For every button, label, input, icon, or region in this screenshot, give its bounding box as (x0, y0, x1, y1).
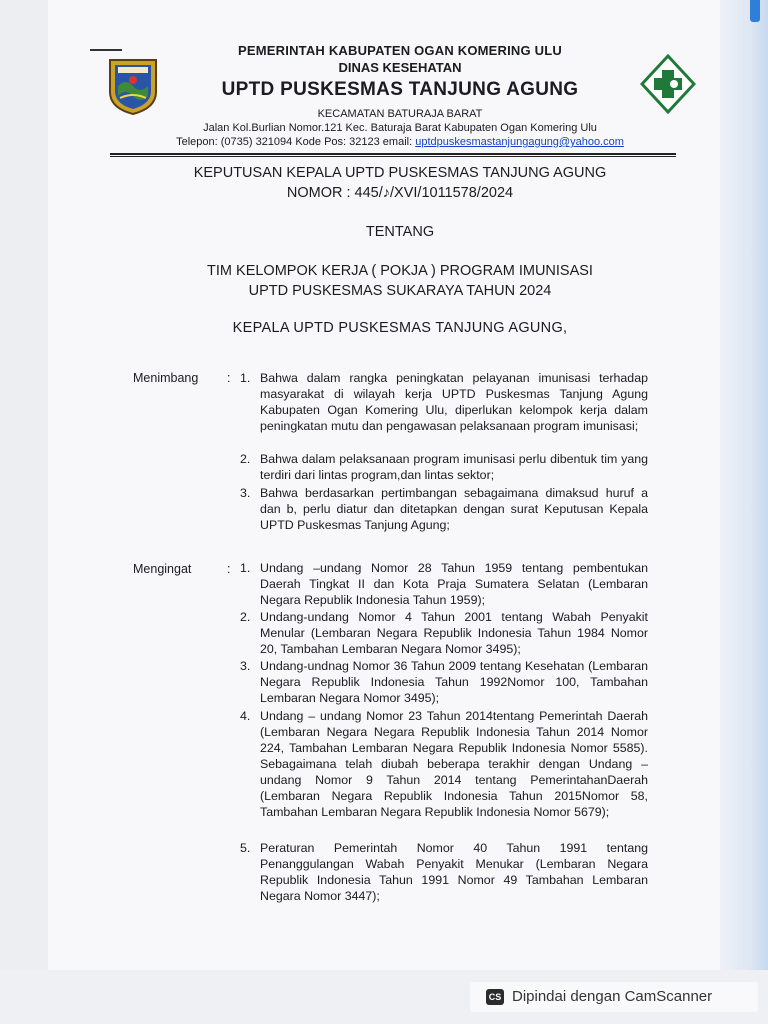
letterhead-contact (130, 136, 670, 148)
menimbang-label: Menimbang (133, 371, 199, 385)
item-number: 3. (240, 486, 251, 500)
mengingat-colon: : (227, 562, 231, 576)
item-text: Undang – undang Nomor 23 Tahun 2014tentang Pemerintah Daerah (Lembaran Negara Negara Republik Indonesia Tahun 2014 Nomor 224, Tambahan Lembaran Negara Republik Indonesia Nomor 5585). Sebagaimana telah diubah beberapa terakhir dengan Undang – undang Nomor 9 Tahun 2014 tentang PemerintahanDaerah (Lembaran Negara Republik Indonesia Tahun 2015Nomor 58, Tambahan Lembaran Negara Republik Indonesia Nomor 5679); (260, 709, 648, 819)
letterhead-government: PEMERINTAH KABUPATEN OGAN KOMERING ULU (238, 43, 562, 58)
letterhead-institution: UPTD PUSKESMAS TANJUNG AGUNG (221, 79, 579, 100)
letterhead-divider-thick (110, 153, 676, 155)
scan-edge (720, 0, 768, 1024)
letterhead-address: Jalan Kol.Burlian Nomor.121 Kec. Baturaja Barat Kabupaten Ogan Komering Ulu (203, 122, 597, 134)
item-number: 1. (240, 371, 251, 385)
scan-mark (90, 49, 122, 51)
mengingat-item (240, 560, 648, 608)
item-text: Undang-undnag Nomor 36 Tahun 2009 tentang Kesehatan (Lembaran Negara Republik Indonesia Tahun 1992Nomor 100, Tambahan Lembaran Negara Nomor 3495); (260, 659, 648, 705)
mengingat-item (240, 658, 648, 706)
email-link[interactable]: uptdpuskesmastanjungagung@yahoo.com (415, 136, 624, 148)
decree-about: TENTANG (365, 224, 435, 240)
item-text: Bahwa dalam pelaksanaan program imunisasi perlu dibentuk tim yang terdiri dari lintas program,dan lintas sektor; (260, 452, 648, 482)
item-text: Bahwa berdasarkan pertimbangan sebagaimana dimaksud huruf a dan b, perlu diatur dan ditetapkan dengan surat Keputusan Kepala UPTD Puskesmas Tanjung Agung; (260, 486, 648, 532)
menimbang-item (240, 451, 648, 483)
decree-number: NOMOR : 445/♪/XVI/1011578/2024 (286, 185, 514, 201)
menimbang-item (240, 370, 648, 434)
camscanner-icon: CS (486, 989, 504, 1005)
camscanner-watermark: Dipindai dengan CamScanner (512, 988, 713, 1005)
contact-text: Telepon: (0735) 321094 Kode Pos: 32123 email: (176, 136, 416, 148)
mengingat-item (240, 840, 648, 904)
item-number: 1. (240, 561, 251, 575)
mengingat-item (240, 708, 648, 820)
item-number: 3. (240, 659, 251, 673)
item-text: Bahwa dalam rangka peningkatan pelayanan imunisasi terhadap masyarakat di wilayah kerja UPTD Puskesmas Tanjung Agung Kabupaten Ogan Komering Ulu, diperlukan kelompok kerja dalam peningkatan mutu dan pengawasan pelaksanaan program imunisasi; (260, 371, 648, 433)
menimbang-colon: : (227, 371, 231, 385)
menimbang-item (240, 485, 648, 533)
letterhead-divider-thin (110, 156, 676, 157)
item-number: 2. (240, 610, 251, 624)
letterhead-district: KECAMATAN BATURAJA BARAT (317, 108, 483, 120)
decree-subject-line2: UPTD PUSKESMAS SUKARAYA TAHUN 2024 (248, 283, 552, 299)
decree-subject-line1: TIM KELOMPOK KERJA ( POKJA ) PROGRAM IMUNISASI (207, 263, 593, 279)
decree-heading: KEPUTUSAN KEPALA UPTD PUSKESMAS TANJUNG AGUNG (193, 165, 607, 181)
item-text: Undang –undang Nomor 28 Tahun 1959 tentang pembentukan Daerah Tingkat II dan Kota Praja Sumatera Selatan (Lembaran Negara Republik Indonesia Tahun 1959); (260, 561, 648, 607)
item-number: 4. (240, 709, 251, 723)
mengingat-item (240, 609, 648, 657)
item-number: 2. (240, 452, 251, 466)
item-number: 5. (240, 841, 251, 855)
decree-official: KEPALA UPTD PUSKESMAS TANJUNG AGUNG, (232, 320, 568, 336)
mengingat-label: Mengingat (133, 562, 192, 576)
letterhead-department: DINAS KESEHATAN (338, 60, 462, 75)
item-text: Peraturan Pemerintah Nomor 40 Tahun 1991 tentang Penanggulangan Wabah Penyakit Menukar (Lembaran Negara Republik Indonesia Tahun 1991 Nomor 49 Tambahan Lembaran Negara Nomor 3447); (260, 841, 648, 903)
item-text: Undang-undang Nomor 4 Tahun 2001 tentang Wabah Penyakit Menular (Lembaran Negara Republik Indonesia Tahun 1984 Nomor 20, Tambahan Lembaran Negara Nomor 3495); (260, 610, 648, 656)
